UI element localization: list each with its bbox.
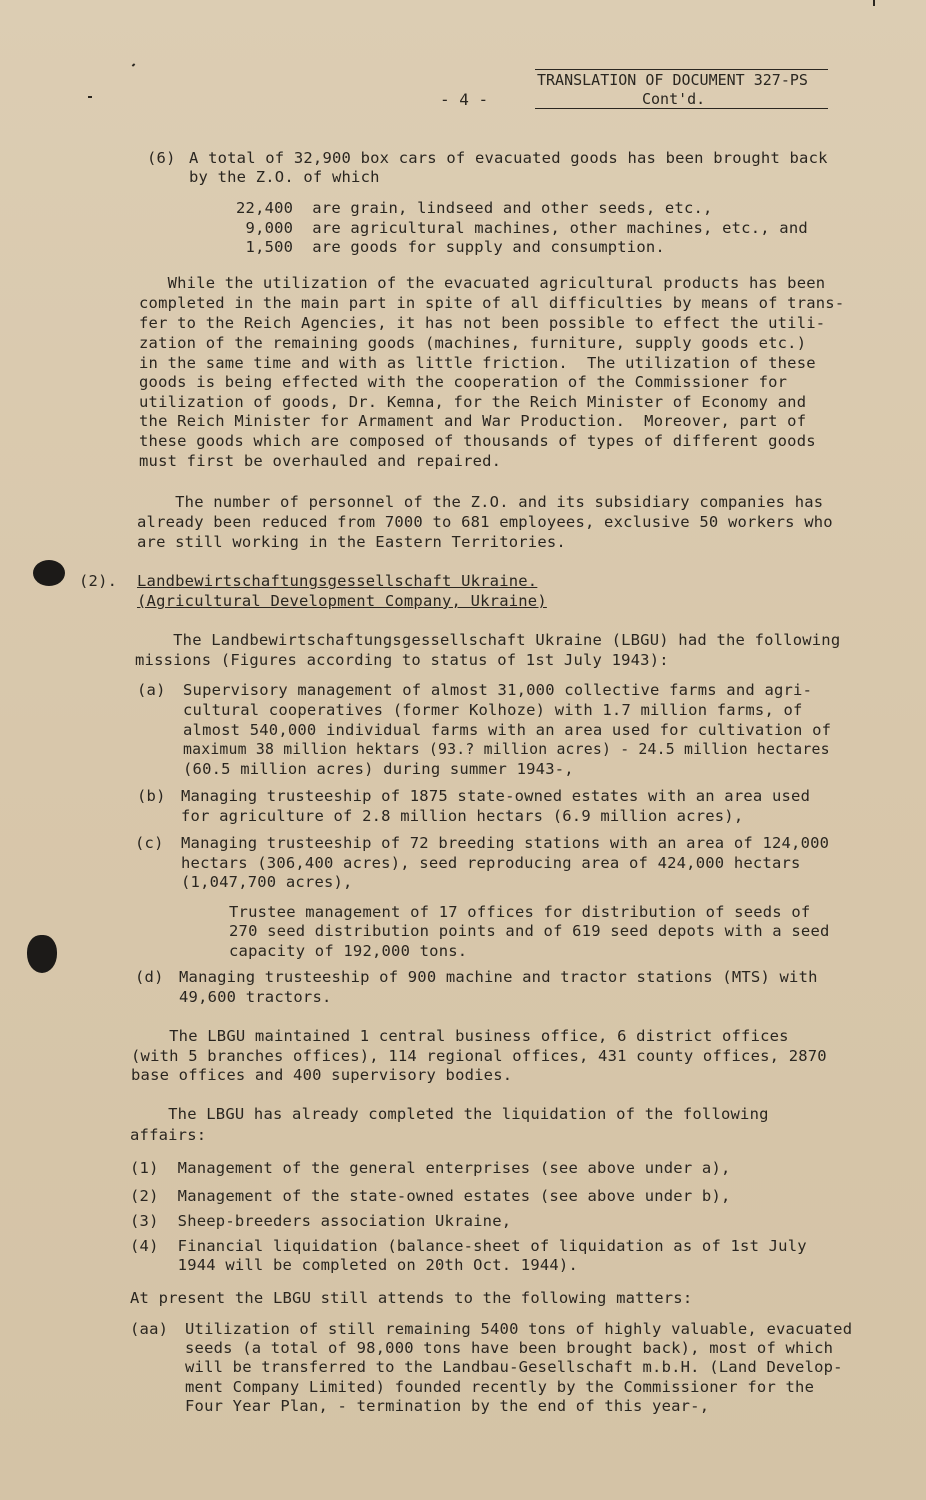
para-offices-line-1: The LBGU maintained 1 central business office, 6 district offices [131,1027,789,1045]
mission-a-line-4: maximum 38 million hektars (93.? million acres) - 24.5 million hectares [183,741,830,758]
para-utilization-line-4: zation of the remaining goods (machines, furniture, supply goods etc.) [139,334,807,352]
section2-label: (2). [79,572,118,590]
item6-breakdown-1: 22,400 are grain, lindseed and other seeds, etc., [236,199,713,217]
completed-item-3: (3) Sheep-breeders association Ukraine, [130,1212,512,1230]
section2-subtitle: (Agricultural Development Company, Ukraine) [137,592,547,610]
mission-d-label: (d) [135,968,164,986]
item6-label: (6) [147,149,176,167]
mission-c-sub-1: Trustee management of 17 offices for distribution of seeds of [229,903,811,921]
para-personnel-line-3: are still working in the Eastern Territories. [137,533,566,551]
ink-blot-top [33,560,65,586]
mission-d-line-2: 49,600 tractors. [179,988,332,1006]
para-missions-line-2: missions (Figures according to status of 1st July 1943): [135,651,669,669]
para-utilization-line-2: completed in the main part in spite of all difficulties by means of trans- [139,294,845,312]
item6-line-1: A total of 32,900 box cars of evacuated goods has been brought back [189,149,828,167]
completed-item-2: (2) Management of the state-owned estates (see above under b), [130,1187,731,1205]
para-present: At present the LBGU still attends to the following matters: [130,1289,693,1307]
para-utilization-line-3: fer to the Reich Agencies, it has not been possible to effect the utili- [139,314,826,332]
para-personnel-line-1: The number of personnel of the Z.O. and its subsidiary companies has [137,493,824,511]
para-utilization-line-1: While the utilization of the evacuated agricultural products has been [139,274,826,292]
item6-breakdown-3: 1,500 are goods for supply and consumption. [236,238,665,256]
para-utilization-line-8: the Reich Minister for Armament and War Production. Moreover, part of [139,412,807,430]
mission-b-line-2: for agriculture of 2.8 million hectars (6.9 million acres), [181,807,744,825]
mission-a-line-1: Supervisory management of almost 31,000 collective farms and agri- [183,681,813,699]
mission-b-line-1: Managing trusteeship of 1875 state-owned estates with an area used [181,787,811,805]
aa-line-5: Four Year Plan, - termination by the end of this year-, [185,1397,710,1415]
aa-line-4: ment Company Limited) founded recently by the Commissioner for the [185,1378,815,1396]
item6-line-2: by the Z.O. of which [189,168,380,186]
para-offices-line-2: (with 5 branches offices), 114 regional offices, 431 county offices, 2870 [131,1047,827,1065]
para-utilization-line-7: utilization of goods, Dr. Kemna, for the Reich Minister of Economy and [139,393,807,411]
para-personnel-line-2: already been reduced from 7000 to 681 employees, exclusive 50 workers who [137,513,833,531]
header-contd: Cont'd. [642,90,706,108]
section2-title: Landbewirtschaftungsgessellschaft Ukraine. [137,572,538,590]
mission-a-line-5: (60.5 million acres) during summer 1943-, [183,760,574,778]
mission-a-line-2: cultural cooperatives (former Kolhoze) with 1.7 million farms, of [183,701,803,719]
ink-blot-bottom [27,935,57,973]
mission-c-sub-2: 270 seed distribution points and of 619 seed depots with a seed [229,922,830,940]
aa-line-2: seeds (a total of 98,000 tons have been brought back), most of which [185,1339,834,1357]
para-utilization-line-10: must first be overhauled and repaired. [139,452,502,470]
page-number: - 4 - [440,90,489,109]
stray-mark-2 [88,96,92,98]
header-top-rule [535,69,828,70]
mission-c-line-2: hectars (306,400 acres), seed reproducing area of 424,000 hectars [181,854,801,872]
mission-c-line-1: Managing trusteeship of 72 breeding stations with an area of 124,000 [181,834,830,852]
mission-d-line-1: Managing trusteeship of 900 machine and tractor stations (MTS) with [179,968,818,986]
mission-c-line-3: (1,047,700 acres), [181,873,353,891]
completed-item-1: (1) Management of the general enterprises (see above under a), [130,1159,731,1177]
stray-mark-3 [873,0,875,6]
para-offices-line-3: base offices and 400 supervisory bodies. [131,1066,513,1084]
aa-label: (aa) [130,1320,169,1338]
para-completed-line-2: affairs: [130,1126,207,1144]
header-bottom-rule [535,108,828,109]
mission-c-label: (c) [135,834,164,852]
aa-line-3: will be transferred to the Landbau-Gesellschaft m.b.H. (Land Develop- [185,1358,843,1376]
stray-mark-1 [132,63,136,66]
completed-item-4-cont: 1944 will be completed on 20th Oct. 1944). [130,1256,578,1274]
para-utilization-line-5: in the same time and with as little friction. The utilization of these [139,354,816,372]
para-utilization-line-9: these goods which are composed of thousands of types of different goods [139,432,816,450]
para-completed-line-1: The LBGU has already completed the liquidation of the following [130,1105,769,1123]
aa-line-1: Utilization of still remaining 5400 tons of highly valuable, evacuated [185,1320,853,1338]
item6-breakdown-2: 9,000 are agricultural machines, other machines, etc., and [236,219,808,237]
para-utilization-line-6: goods is being effected with the cooperation of the Commissioner for [139,373,788,391]
mission-c-sub-3: capacity of 192,000 tons. [229,942,468,960]
mission-a-label: (a) [137,681,166,699]
mission-b-label: (b) [137,787,166,805]
header-title: TRANSLATION OF DOCUMENT 327-PS [537,71,808,89]
para-missions-line-1: The Landbewirtschaftungsgessellschaft Ukraine (LBGU) had the following [135,631,841,649]
mission-a-line-3: almost 540,000 individual farms with an area used for cultivation of [183,721,832,739]
completed-item-4: (4) Financial liquidation (balance-sheet of liquidation as of 1st July [130,1237,807,1255]
